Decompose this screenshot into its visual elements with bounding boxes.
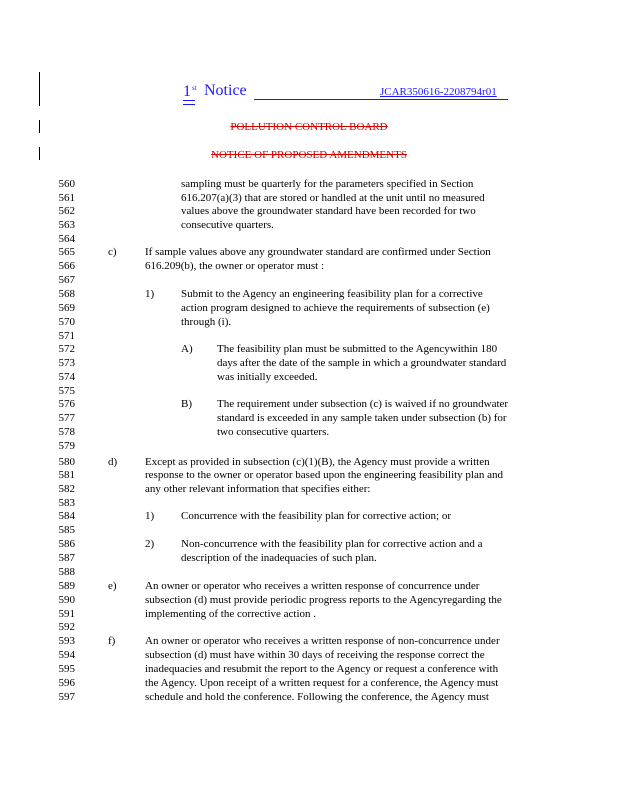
body-line: days after the date of the sample in which a groundwater standard (217, 357, 507, 369)
line-number: 575 (58, 385, 75, 397)
line-number: 589 (58, 580, 75, 592)
body-line: An owner or operator who receives a written response of non-concurrence under (145, 635, 500, 647)
line-number: 588 (58, 566, 75, 578)
header-double-rule (183, 100, 195, 101)
body-line: the Agency. Upon receipt of a written request for a conference, the Agency must (145, 677, 499, 689)
body-line: schedule and hold the conference. Following the conference, the Agency must (145, 691, 489, 703)
header-double-rule (183, 104, 195, 105)
header-underline (254, 99, 508, 100)
line-number: 576 (58, 398, 75, 410)
line-number: 593 (58, 635, 75, 647)
line-number: 597 (58, 691, 75, 703)
item-label: B) (181, 398, 192, 410)
line-number: 572 (58, 343, 75, 355)
body-line: If sample values above any groundwater standard are confirmed under Section (145, 246, 491, 258)
board-title: POLLUTION CONTROL BOARD (230, 121, 388, 133)
line-number: 574 (58, 371, 75, 383)
body-line: The requirement under subsection (c) is waived if no groundwater (217, 398, 509, 410)
item-label: 2) (145, 538, 155, 550)
line-number: 582 (58, 483, 75, 495)
body-line: standard is exceeded in any sample taken under subsection (b) for (217, 412, 507, 424)
line-number: 584 (58, 510, 75, 522)
line-number: 567 (58, 274, 75, 286)
item-label: 1) (145, 288, 155, 300)
body-line: Concurrence with the feasibility plan for corrective action; or (181, 510, 452, 522)
line-number: 581 (58, 469, 75, 481)
line-number: 594 (58, 649, 75, 661)
line-number: 585 (58, 524, 75, 536)
line-number: 591 (58, 608, 75, 620)
subsection-label: e) (108, 580, 117, 592)
body-line: subsection (d) must provide periodic progress reports to the Agencyregarding the (145, 594, 502, 606)
line-number: 587 (58, 552, 75, 564)
line-number: 563 (58, 219, 75, 231)
line-number: 565 (58, 246, 75, 258)
line-number: 569 (58, 302, 75, 314)
line-number: 578 (58, 426, 75, 438)
body-line: Except as provided in subsection (c)(1)(B), the Agency must provide a written (145, 456, 490, 468)
subsection-label: c) (108, 246, 117, 258)
notice-superscript: st (192, 83, 197, 92)
notice-title: NOTICE OF PROPOSED AMENDMENTS (211, 149, 407, 161)
line-number: 571 (58, 330, 75, 342)
body-line: description of the inadequacies of such plan. (181, 552, 377, 564)
body-line: two consecutive quarters. (217, 426, 330, 438)
subsection-label: f) (108, 635, 116, 647)
line-number: 573 (58, 357, 75, 369)
body-line: implementing of the corrective action . (145, 608, 317, 620)
line-number: 583 (58, 497, 75, 509)
line-number: 586 (58, 538, 75, 550)
body-line: An owner or operator who receives a written response of concurrence under (145, 580, 480, 592)
change-bar (39, 72, 40, 106)
body-line: values above the groundwater standard have been recorded for two (181, 205, 476, 217)
body-line: Non-concurrence with the feasibility plan for corrective action and a (181, 538, 483, 550)
body-line: The feasibility plan must be submitted to the Agencywithin 180 (217, 343, 498, 355)
body-line: response to the owner or operator based upon the engineering feasibility plan and (145, 469, 503, 481)
body-line: Submit to the Agency an engineering feasibility plan for a corrective (181, 288, 483, 300)
line-number: 580 (58, 456, 75, 468)
item-label: 1) (145, 510, 155, 522)
body-line: sampling must be quarterly for the parameters specified in Section (181, 178, 474, 190)
body-line: through (i). (181, 316, 232, 328)
line-number: 595 (58, 663, 75, 675)
subsection-label: d) (108, 456, 118, 468)
body-line: was initially exceeded. (217, 371, 318, 383)
body-line: consecutive quarters. (181, 219, 274, 231)
body-line: inadequacies and resubmit the report to the Agency or request a conference with (145, 663, 499, 675)
line-number: 562 (58, 205, 75, 217)
line-number: 568 (58, 288, 75, 300)
line-number: 561 (58, 192, 75, 204)
body-line: 616.209(b), the owner or operator must : (145, 260, 325, 272)
line-number: 592 (58, 621, 75, 633)
item-label: A) (181, 343, 193, 355)
line-number: 579 (58, 440, 75, 452)
line-number: 577 (58, 412, 75, 424)
line-number: 596 (58, 677, 75, 689)
notice-number: 1st (183, 83, 197, 100)
body-line: any other relevant information that specifies either: (145, 483, 371, 495)
notice-word: Notice (204, 82, 247, 99)
document-id: JCAR350616-2208794r01 (380, 86, 497, 98)
body-line: 616.207(a)(3) that are stored or handled at the unit until no measured (181, 192, 485, 204)
line-number: 564 (58, 233, 75, 245)
line-number: 560 (58, 178, 75, 190)
body-line: subsection (d) must have within 30 days of receiving the response correct the (145, 649, 485, 661)
line-number: 566 (58, 260, 75, 272)
body-line: action program designed to achieve the requirements of subsection (e) (181, 302, 490, 314)
line-number: 590 (58, 594, 75, 606)
line-number: 570 (58, 316, 75, 328)
